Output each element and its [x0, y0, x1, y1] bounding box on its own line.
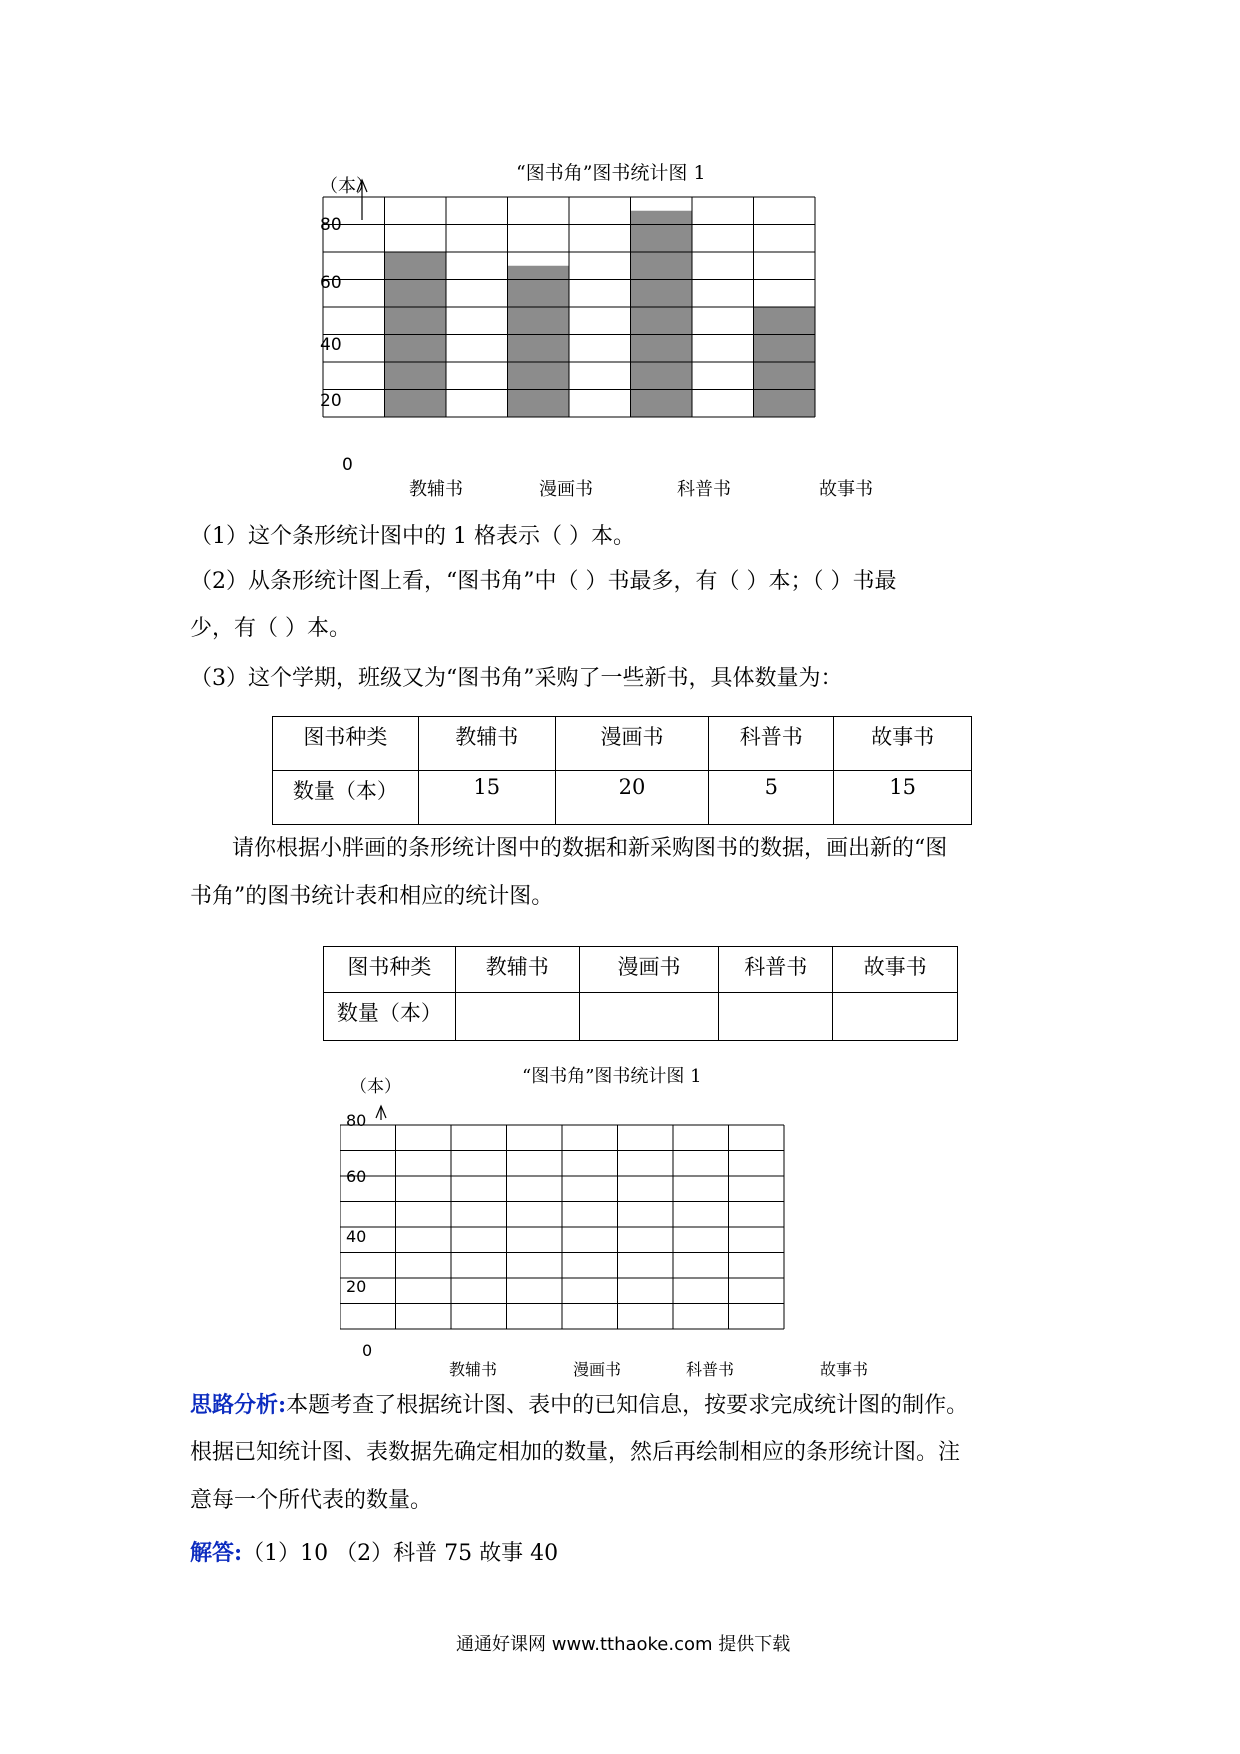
- table2-input-jiaofu[interactable]: [455, 993, 579, 1041]
- chart2-unit: （本）: [350, 1077, 401, 1097]
- chart1-bar-2: [508, 266, 570, 417]
- question-1: （1）这个条形统计图中的 1 格表示（ ）本。: [190, 524, 635, 549]
- chart2-ytick-0: 0: [362, 1341, 373, 1360]
- table2-input-manhua[interactable]: [579, 993, 719, 1041]
- question-2-line1: （2）从条形统计图上看，“图书角”中（ ）书最多，有（ ）本；（ ）书最: [190, 569, 897, 594]
- chart1-xlabel-gushi: 故事书: [819, 479, 873, 500]
- table2-value-row: [324, 993, 958, 1041]
- chart1-xlabel-jiaofu: 教辅书: [409, 479, 463, 500]
- table2-header-type: 图书种类: [324, 947, 456, 993]
- table1-header-kepu: 科普书: [709, 717, 834, 771]
- table1-value-row: [273, 771, 972, 825]
- table1-header-row: [273, 717, 972, 771]
- answer-line: [190, 1538, 558, 1569]
- chart2[interactable]: [340, 1070, 900, 1384]
- instruction-line1: 请你根据小胖画的条形统计图中的数据和新采购图书的数据，画出新的“图: [232, 836, 948, 861]
- table1-value-kepu: 5: [709, 771, 834, 825]
- instruction-line2: 书角”的图书统计表和相应的统计图。: [190, 884, 554, 909]
- table1-value-gushi: 15: [834, 771, 972, 825]
- chart2-ytick-60: 60: [346, 1167, 367, 1186]
- table1-row-label: 数量（本）: [273, 771, 419, 825]
- table2-header-jiaofu: 教辅书: [455, 947, 579, 993]
- table1-header-manhua: 漫画书: [555, 717, 709, 771]
- chart1-ytick-60: 60: [320, 273, 342, 293]
- chart1-ytick-0: 0: [342, 455, 353, 475]
- blank-table: [323, 946, 958, 1041]
- analysis-label: 思路分析:: [190, 1392, 287, 1418]
- question-3: （3）这个学期，班级又为“图书角”采购了一些新书，具体数量为：: [190, 666, 843, 691]
- table2-input-kepu[interactable]: [719, 993, 833, 1041]
- chart2-ytick-80: 80: [346, 1111, 367, 1130]
- chart2-xlabel-gushi: 故事书: [819, 1360, 869, 1379]
- question-2-line2: 少，有（ ）本。: [190, 616, 351, 641]
- analysis-line2: 根据已知统计图、表数据先确定相加的数量，然后再绘制相应的条形统计图。注: [190, 1440, 961, 1465]
- chart1-xlabel-kepu: 科普书: [677, 479, 731, 500]
- table2-input-gushi[interactable]: [833, 993, 958, 1041]
- chart1: [320, 170, 940, 510]
- chart1-ytick-80: 80: [320, 215, 342, 235]
- chart2-xlabel-jiaofu: 教辅书: [448, 1360, 498, 1379]
- chart2-xlabel-kepu: 科普书: [685, 1360, 735, 1379]
- answer-text: （1）10 （2）科普 75 故事 40: [242, 1541, 559, 1566]
- table2-row-label: 数量（本）: [324, 993, 456, 1041]
- analysis-line1: [190, 1390, 968, 1421]
- chart2-title: “图书角”图书统计图 1: [522, 1066, 702, 1087]
- chart1-bar-3: [631, 211, 693, 417]
- table1-header-gushi: 故事书: [834, 717, 972, 771]
- analysis-text-1: 本题考查了根据统计图、表中的已知信息，按要求完成统计图的制作。: [286, 1393, 969, 1418]
- chart1-ytick-20: 20: [320, 391, 342, 411]
- table1-header-jiaofu: 教辅书: [418, 717, 555, 771]
- chart1-ytick-40: 40: [320, 335, 342, 355]
- table2-header-row: [324, 947, 958, 993]
- chart1-xlabel-manhua: 漫画书: [539, 479, 593, 500]
- chart1-title: “图书角”图书统计图 1: [516, 162, 706, 184]
- table2-header-kepu: 科普书: [719, 947, 833, 993]
- chart1-unit: （本）: [320, 176, 374, 197]
- chart2-xlabel-manhua: 漫画书: [572, 1360, 622, 1379]
- table2-header-manhua: 漫画书: [579, 947, 719, 993]
- table1-header-type: 图书种类: [273, 717, 419, 771]
- answer-label: 解答:: [190, 1540, 243, 1566]
- table1-value-manhua: 20: [555, 771, 709, 825]
- table1-value-jiaofu: 15: [418, 771, 555, 825]
- table2-header-gushi: 故事书: [833, 947, 958, 993]
- footer-text: 通通好课网 www.tthaoke.com 提供下载: [456, 1634, 791, 1655]
- new-books-table: [272, 716, 972, 825]
- chart2-ytick-20: 20: [346, 1277, 367, 1296]
- analysis-line3: 意每一个所代表的数量。: [190, 1488, 433, 1513]
- chart2-ytick-40: 40: [346, 1227, 367, 1246]
